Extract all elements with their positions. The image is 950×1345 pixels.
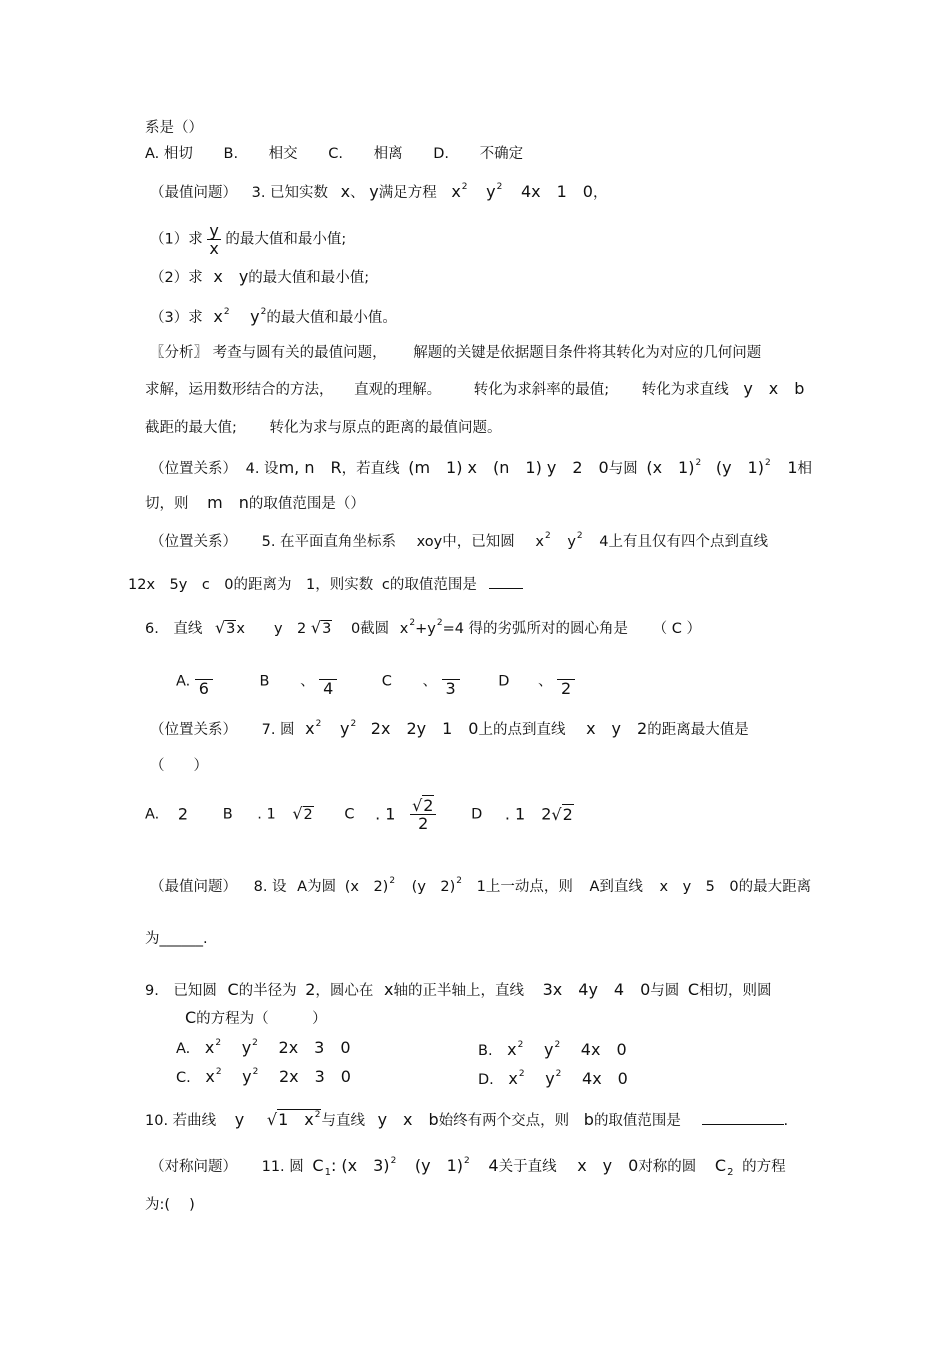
text: （3）求 [150, 310, 203, 326]
equation: x y 0 [577, 1156, 639, 1175]
expr: 4x 0 [582, 1069, 628, 1088]
q11-line-2 [145, 1196, 195, 1214]
analysis-line-3 [145, 419, 502, 437]
exponent: 2 [252, 1038, 258, 1048]
exponent: 2 [461, 182, 468, 192]
expr: y x b [743, 379, 805, 398]
equation: 12x 5y c 0 [128, 577, 234, 593]
var: x [340, 182, 351, 201]
text: 10. 若曲线 [145, 1113, 217, 1129]
equation: x y 5 0 [659, 879, 739, 895]
category-tag: （最值问题） [150, 879, 237, 895]
text: 为______. [145, 931, 208, 947]
text: 系是（） [145, 120, 203, 136]
text: 的取值范围是 [389, 577, 477, 593]
analysis-line-2 [145, 380, 804, 399]
text: 上有且仅有四个点到直线 [608, 534, 768, 550]
q7-paren [150, 757, 208, 775]
q6-statement [145, 619, 701, 640]
analysis-line-1 [150, 344, 761, 362]
expr: (y 1) [414, 1156, 464, 1175]
text: 的最大距离 [738, 879, 812, 895]
exponent: 2 [464, 1156, 470, 1166]
option-a: A. [145, 806, 160, 823]
var: x [384, 980, 394, 999]
var: A [297, 879, 308, 895]
text: 截距的最大值; [145, 420, 237, 436]
text: 的取值范围是（） [248, 496, 365, 512]
var: y [486, 182, 496, 201]
radicand: 3 [226, 621, 236, 637]
fraction [319, 666, 337, 697]
text: 到直线 [599, 879, 643, 895]
q10-statement: 10. 若曲线 y √1 $x^2$与直线 y x b始终有两个交点，则 b的取值范围是 . [145, 1110, 788, 1132]
expr: 4x 0 [580, 1040, 627, 1059]
option-a: A. [176, 673, 191, 690]
text: 中，已知圆 [442, 534, 515, 550]
text: 的半径为 [238, 983, 297, 999]
option-d: D [471, 806, 483, 823]
option-b-text: 相交 [268, 146, 298, 162]
denominator: 2 [561, 679, 572, 698]
value: 1 [787, 458, 798, 477]
sqrt: √1 $x^2$ [266, 1110, 321, 1129]
text: 7. 圆 [261, 722, 295, 738]
exponent: 2 [223, 307, 230, 317]
text: 关于直线 [498, 1159, 557, 1175]
option-label: D. [478, 1072, 494, 1088]
text: 5. 在平面直角坐标系 [261, 534, 397, 550]
var: y [242, 1067, 252, 1086]
text: 转化为求直线 [641, 382, 729, 398]
q9-line-2 [185, 1009, 327, 1028]
q7-options [145, 797, 574, 832]
text: 截圆 [360, 621, 390, 637]
expr: x y [213, 267, 249, 286]
equation: 4x 1 0 [520, 182, 593, 201]
text: 求解，运用数形结合的方法， [145, 382, 334, 398]
text: 为:( ) [145, 1197, 195, 1213]
q9-option-c [176, 1068, 351, 1089]
text: 的取值范围是 [593, 1113, 681, 1129]
text: 、 [300, 673, 315, 690]
text: 的方程 [742, 1159, 786, 1175]
radicand: 3 [322, 621, 332, 637]
value: 2 [305, 980, 316, 999]
exponent: 2 [695, 458, 702, 468]
var: x [507, 1040, 517, 1059]
category-tag: （位置关系） [150, 534, 237, 550]
option-label: A. [176, 1041, 191, 1057]
option-c: C. [328, 146, 344, 162]
option-d: D. [433, 146, 450, 162]
text: 切，则 [145, 496, 189, 512]
text: 转化为求斜率的最值; [473, 382, 610, 398]
q3-part1 [150, 222, 346, 257]
text: 相 [797, 461, 812, 477]
text: 的最大值和最小值。 [266, 310, 397, 326]
text: ， [592, 185, 608, 201]
equation: 3x 4y 4 0 [542, 980, 651, 999]
var: x [508, 1069, 518, 1088]
text: 与圆 [650, 983, 680, 999]
radicand: 2 [423, 796, 434, 815]
q8-line-2 [145, 930, 208, 948]
expr: : (x 3) [330, 1156, 390, 1175]
exponent: 2 [260, 307, 267, 317]
text: 上的点到直线 [478, 722, 566, 738]
var: y [234, 1110, 245, 1129]
text: 的距离为 1，则实数 [233, 577, 374, 593]
var: x [535, 534, 544, 550]
exponent: 2 [215, 1067, 222, 1077]
var: c [381, 577, 390, 593]
option-d: D [498, 673, 510, 690]
q6-options [176, 666, 575, 697]
option-c-text: 相离 [373, 146, 403, 162]
text: 8. 设 [253, 879, 287, 895]
option-b: B [222, 806, 233, 823]
var: y [369, 182, 379, 201]
exponent: 2 [517, 1040, 524, 1050]
radicand: 1 x [278, 1110, 314, 1129]
text: 、 [422, 673, 438, 690]
text: 轴的正半轴上，直线 [393, 983, 524, 999]
expr: 2x 3 0 [278, 1067, 351, 1086]
expr: (x 2) [344, 879, 389, 895]
option-b: B. [223, 146, 239, 162]
category-tag: （位置关系） [150, 722, 237, 738]
expr: 2x 3 0 [278, 1038, 351, 1057]
text: . 1 [375, 804, 396, 824]
expr: +y [415, 621, 436, 637]
category-tag: （对称问题） [150, 1159, 237, 1175]
exponent: 2 [389, 876, 396, 886]
fraction [207, 222, 220, 257]
var: y [545, 1069, 555, 1088]
text: . 1 [257, 806, 276, 823]
radicand: 2 [303, 807, 313, 823]
var: y [241, 1038, 252, 1057]
text: 相切，则圆 [699, 983, 772, 999]
sqrt: √2 [551, 804, 573, 824]
text: 、 [350, 185, 365, 201]
text: ，圆心在 [315, 983, 374, 999]
expr: (y 1) [715, 458, 764, 477]
var: xoy [416, 534, 443, 550]
value: 2 [177, 804, 189, 824]
exponent: 2 [215, 1038, 222, 1048]
denominator: x [209, 239, 219, 258]
exponent: 2 [518, 1069, 525, 1079]
text: 满足方程 [378, 185, 437, 201]
value: 4 [599, 534, 609, 550]
answer-blank[interactable] [489, 574, 523, 589]
text: 6. 直线 [145, 621, 203, 637]
var: x [213, 307, 223, 326]
text: 〖分析〗 考查与圆有关的最值问题， [150, 345, 387, 361]
category-tag: （位置关系） [150, 461, 237, 477]
answer-paren: （ ） [150, 758, 208, 774]
answer: （ C ） [652, 621, 702, 637]
var: y [567, 534, 576, 550]
q2-options [145, 145, 523, 163]
q9-option-b [478, 1041, 627, 1062]
expr: x y 2 [236, 621, 307, 637]
q2-tail [145, 119, 203, 137]
q4-statement [150, 459, 812, 480]
expr: (x 1) [646, 458, 695, 477]
text: （1）求 [150, 231, 203, 248]
var: x [205, 1067, 215, 1086]
text: 解题的关键是依据题目条件将其转化为对应的几何问题 [413, 345, 762, 361]
q3-part2 [150, 268, 369, 287]
text: 11. 圆 [261, 1159, 304, 1175]
exponent: 2 [436, 618, 443, 628]
text: 4. 设 [245, 461, 279, 477]
text: 的方程为（ ） [196, 1011, 327, 1027]
fraction [195, 666, 213, 697]
exponent: 2 [555, 1069, 562, 1079]
q3-statement [150, 183, 607, 204]
var: C [185, 1008, 197, 1027]
text: 的距离最大值是 [647, 722, 749, 738]
exponent: 2 [350, 719, 357, 729]
denominator: 3 [445, 679, 456, 698]
text: 与圆 [608, 461, 638, 477]
exponent: 2 [496, 182, 503, 192]
exponent: 2 [544, 531, 551, 541]
expr: x y 2 [586, 719, 648, 738]
text: 转化为求与原点的距离的最值问题。 [269, 420, 502, 436]
value: 0 [350, 621, 361, 637]
exponent: 2 [456, 876, 463, 886]
var: x [204, 1038, 215, 1057]
var: C [687, 980, 700, 999]
var: y [339, 719, 350, 738]
expr: m, n R [278, 458, 342, 477]
q9-statement [145, 981, 772, 1000]
fraction [557, 666, 575, 697]
text: 直观的理解。 [354, 382, 442, 398]
fraction [410, 797, 436, 832]
var: C [312, 1156, 324, 1175]
text: 的最大值和最小值; [248, 270, 370, 286]
q7-statement [150, 720, 749, 741]
exponent: 2 [315, 719, 322, 729]
answer-blank[interactable] [702, 1110, 784, 1125]
text: 、 [538, 673, 553, 690]
option-d-text: 不确定 [479, 146, 524, 162]
exponent: 2 [390, 1156, 397, 1166]
var: A [589, 879, 600, 895]
q9-option-a [176, 1039, 351, 1060]
q9-option-d [478, 1070, 628, 1091]
text: 的最大值和最小值; [225, 231, 347, 248]
exponent: 2 [409, 618, 416, 628]
var: x [451, 182, 461, 201]
expr: m n [207, 493, 249, 512]
sqrt: √2 [292, 804, 313, 823]
subscript: 2 [727, 1167, 734, 1178]
category-tag: （最值问题） [150, 185, 237, 201]
text: 对称的圆 [638, 1159, 697, 1175]
var: C [714, 1156, 727, 1175]
var: y [250, 307, 260, 326]
equation: y x b [377, 1110, 439, 1129]
text: ，若直线 [341, 461, 400, 477]
fraction [442, 666, 460, 697]
text: =4 得的劣弧所对的圆心角是 [442, 621, 629, 637]
var: b [583, 1110, 594, 1129]
option-b: B [259, 673, 270, 690]
var: x [399, 621, 409, 637]
value: 4 [488, 1156, 499, 1175]
text: . 1 2 [504, 804, 552, 824]
var: y [543, 1040, 554, 1059]
exponent: 2 [252, 1067, 259, 1077]
denominator: 2 [418, 814, 429, 833]
q8-statement [150, 878, 811, 898]
exponent: 2 [764, 458, 771, 468]
text: （2）求 [150, 270, 203, 286]
numerator: y [209, 221, 219, 240]
exponent: 2 [314, 1110, 321, 1120]
option-a: A. 相切 [145, 146, 193, 162]
q3-part3 [150, 308, 397, 329]
exponent: 2 [554, 1040, 561, 1050]
text: 为圆 [307, 879, 337, 895]
q5-statement [150, 533, 768, 553]
text: 与直线 [321, 1113, 365, 1129]
text: 9. 已知圆 [145, 983, 217, 999]
q4-line-2 [145, 494, 365, 513]
text: 3. 已知实数 [251, 185, 329, 201]
q11-statement [150, 1157, 786, 1178]
option-label: B. [478, 1043, 493, 1059]
subscript: 1 [324, 1167, 331, 1178]
sqrt: √3 [214, 618, 236, 637]
var: C [227, 980, 239, 999]
denominator: 4 [323, 679, 334, 698]
text: 始终有两个交点，则 [438, 1113, 570, 1129]
sqrt: √2 [412, 796, 434, 815]
denominator: 6 [198, 679, 209, 698]
option-label: C. [176, 1070, 191, 1086]
sqrt: √3 [310, 618, 332, 637]
equation: (m 1) x (n 1) y 2 0 [408, 458, 609, 477]
expr: (y 2) [411, 879, 456, 895]
value: 1 [476, 879, 486, 895]
q5-line-2 [128, 574, 523, 594]
var: x [305, 719, 315, 738]
option-c: C [381, 673, 392, 690]
equation: 2x 2y 1 0 [370, 719, 479, 738]
radicand: 2 [562, 804, 573, 824]
exponent: 2 [576, 531, 583, 541]
numerator [410, 797, 436, 815]
option-c: C [344, 806, 355, 823]
text: 上一动点，则 [485, 879, 573, 895]
